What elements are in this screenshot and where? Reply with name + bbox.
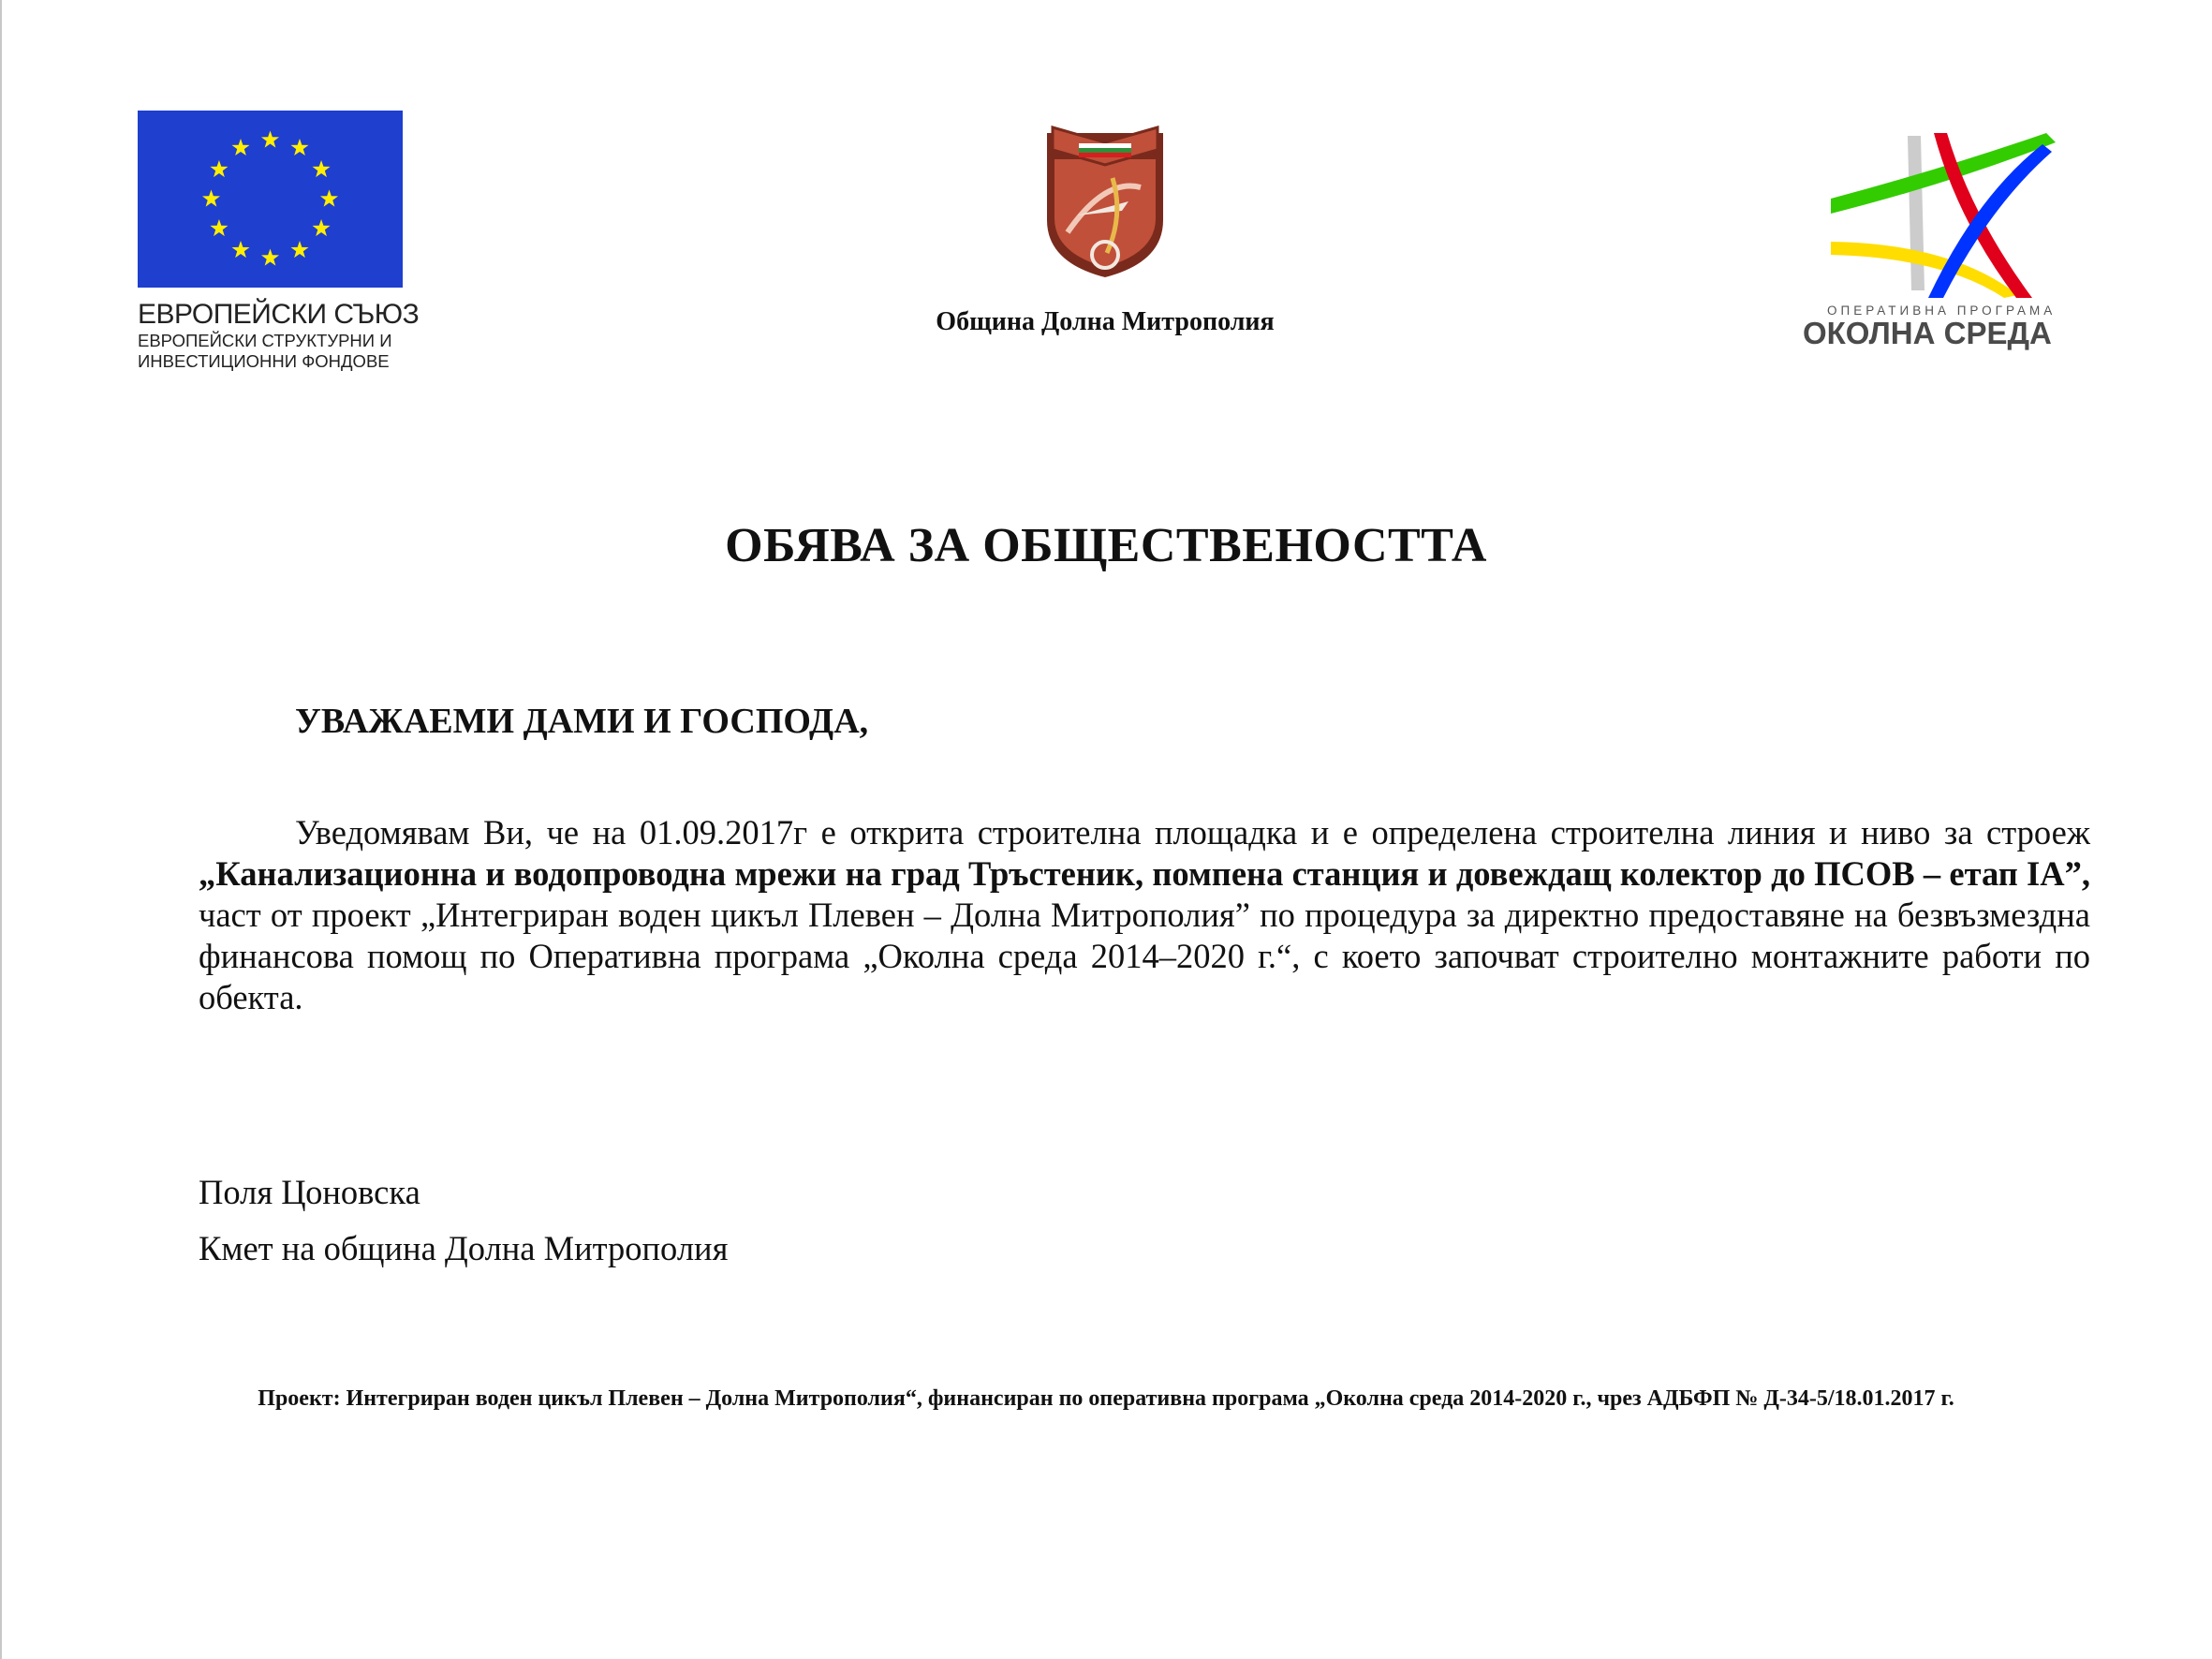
eu-star-icon: [261, 131, 279, 148]
eu-star-icon: [313, 160, 331, 177]
eu-flag-icon: [138, 111, 403, 288]
municipality-logo: [899, 122, 1311, 337]
programme-caption: ОПЕРАТИВНА ПРОГРАМА: [1827, 304, 2057, 318]
project-footer: Проект: Интегриран воден цикъл Плевен – Долна Митрополия“, финансиран по оперативна програма „Околна среда 2014-2020 г., чрез АДБФП № Д-34-5/18.01.2017 г.: [258, 1386, 1954, 1411]
programme-title: ОКОЛНА СРЕДА: [1803, 316, 2052, 350]
eu-star-icon: [261, 249, 279, 266]
signatory-name: Поля Цоновска: [199, 1173, 420, 1211]
programme-logo: [1803, 131, 2084, 351]
announcement-paragraph: [199, 812, 2090, 1018]
salutation: УВАЖАЕМИ ДАМИ И ГОСПОДА,: [295, 702, 869, 741]
eu-logo: [138, 111, 420, 372]
programme-mark-icon: [1831, 131, 2074, 300]
eu-title: ЕВРОПЕЙСКИ СЪЮЗ: [138, 299, 420, 330]
page-edge: [0, 0, 2, 1659]
eu-star-icon: [210, 219, 228, 236]
eu-star-icon: [290, 139, 308, 156]
document-title: ОБЯВА ЗА ОБЩЕСТВЕНОСТТА: [725, 519, 1487, 572]
eu-star-icon: [231, 241, 249, 258]
project-name: „Канализационна и водопроводна мрежи на град Тръстеник, помпена станция и довеждащ колектор до ПСОВ – етап IА”,: [199, 854, 2090, 893]
eu-star-icon: [320, 190, 338, 207]
signatory-position: Кмет на община Долна Митрополия: [199, 1229, 729, 1267]
municipal-crest-icon: [1040, 122, 1171, 281]
eu-star-icon: [290, 241, 308, 258]
eu-subtitle-line1: ЕВРОПЕЙСКИ СТРУКТУРНИ И: [138, 331, 392, 350]
eu-star-icon: [210, 160, 228, 177]
eu-star-icon: [231, 139, 249, 156]
municipality-name: Община Долна Митрополия: [936, 307, 1275, 336]
eu-star-icon: [313, 219, 331, 236]
paragraph-rest: част от проект „Интегриран воден цикъл Плевен – Долна Митрополия” по процедура за директно предоставяне на безвъзмездна финансова помощ по Оперативна програма „Околна среда 2014–2020 г.“, с което започват строително монтажните работи по обекта.: [199, 896, 2090, 1016]
paragraph-intro: Уведомявам Ви, че на 01.09.2017г е открита строителна площадка и е определена строителна линия и ниво за строеж: [295, 813, 2090, 852]
signature-block: [199, 1164, 728, 1277]
eu-star-icon: [202, 190, 220, 207]
eu-subtitle-line2: ИНВЕСТИЦИОННИ ФОНДОВЕ: [138, 351, 390, 371]
